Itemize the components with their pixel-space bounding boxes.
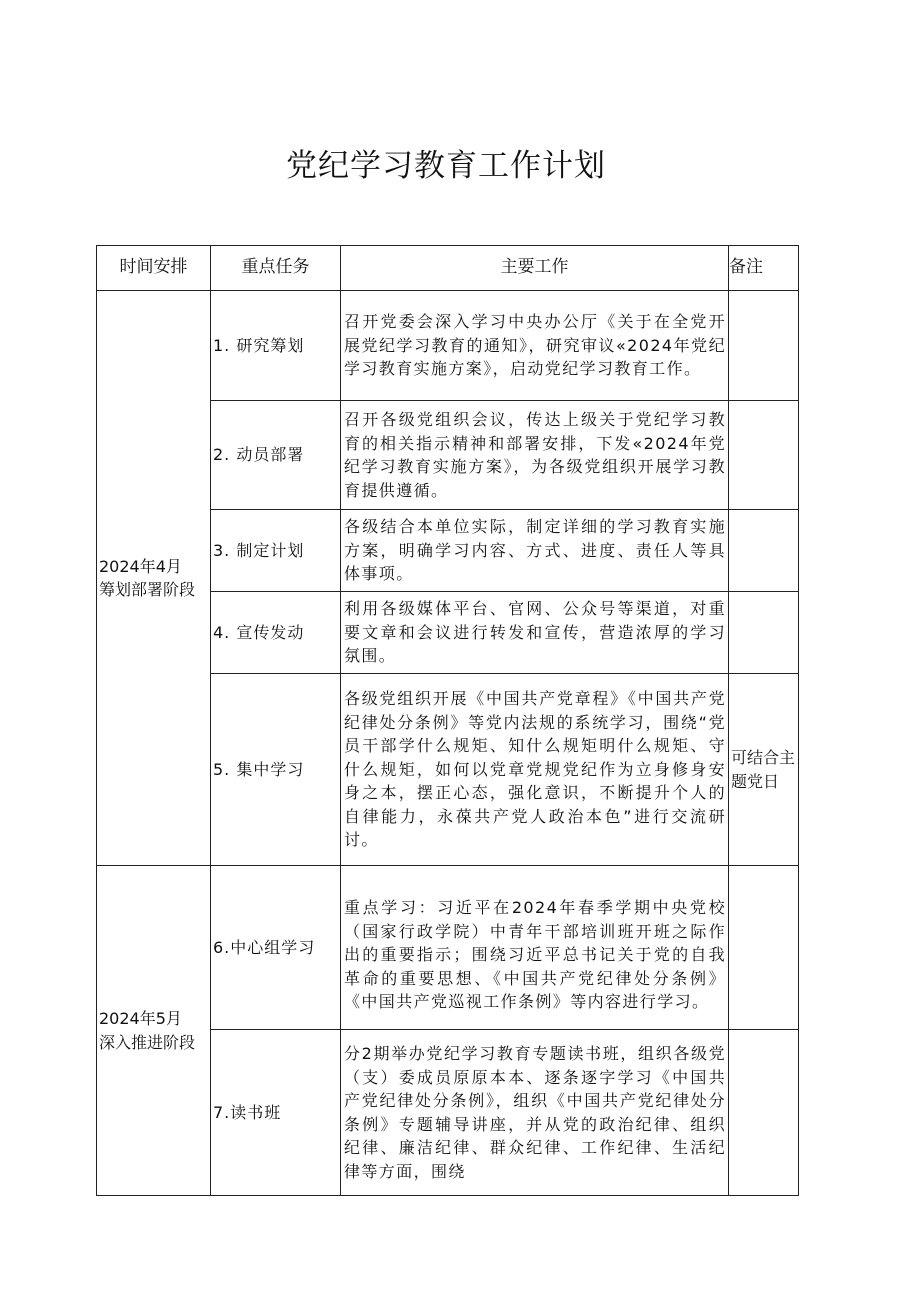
note-cell	[729, 401, 799, 510]
note-cell	[729, 510, 799, 592]
header-time: 时间安排	[97, 246, 211, 291]
stage-1-date: 2024年4月	[99, 556, 182, 576]
document-title: 党纪学习教育工作计划	[286, 148, 606, 184]
work-cell: 各级结合本单位实际，制定详细的学习教育实施方案，明确学习内容、方式、进度、责任人等具体事项。	[341, 510, 729, 592]
work-cell: 重点学习：习近平在2024年春季学期中央党校（国家行政学院）中青年干部培训班开班之际作出的重要指示；围绕习近平总书记关于党的自我革命的重要思想、《中国共产党纪律处分条例》《中国共产党巡视工作条例》等内容进行学习。	[341, 866, 729, 1030]
plan-table	[96, 245, 799, 1196]
note-cell	[729, 291, 799, 401]
task-cell: 5. 集中学习	[211, 674, 341, 866]
stage-2-date: 2024年5月	[99, 1009, 182, 1028]
work-cell: 各级党组织开展《中国共产党章程》《中国共产党纪律处分条例》等党内法规的系统学习，围绕“党员干部学什么规矩、知什么规矩明什么规矩、守什么规矩，如何以党章党规党纪作为立身修身安身之本，摆正心态，强化意识，不断提升个人的自律能力，永葆共产党人政治本色”进行交流研讨。	[341, 674, 729, 866]
note-cell	[729, 866, 799, 1030]
header-row	[97, 246, 799, 291]
task-cell: 1. 研究筹划	[211, 291, 341, 401]
table-row	[97, 866, 799, 1030]
task-cell: 4. 宣传发动	[211, 592, 341, 674]
note-cell: 可结合主题党日	[729, 674, 799, 866]
work-cell: 召开各级党组织会议，传达上级关于党纪学习教育的相关指示精神和部署安排，下发«2024年党纪学习教育实施方案》，为各级党组织开展学习教育提供遵循。	[341, 401, 729, 510]
task-cell: 7.读书班	[211, 1030, 341, 1196]
header-main-work: 主要工作	[341, 246, 729, 291]
task-cell: 6.中心组学习	[211, 866, 341, 1030]
work-cell: 召开党委会深入学习中央办公厅《关于在全党开展党纪学习教育的通知》，研究审议«2024年党纪学习教育实施方案》，启动党纪学习教育工作。	[341, 291, 729, 401]
task-cell: 3. 制定计划	[211, 510, 341, 592]
header-note: 备注	[729, 246, 799, 291]
stage-cell-2	[97, 866, 211, 1196]
header-task: 重点任务	[211, 246, 341, 291]
stage-2-name: 深入推进阶段	[99, 1032, 196, 1052]
task-cell: 2. 动员部署	[211, 401, 341, 510]
stage-cell-1	[97, 291, 211, 866]
table-row	[97, 291, 799, 401]
work-cell: 分2期举办党纪学习教育专题读书班，组织各级党（支）委成员原原本本、逐条逐字学习《中国共产党纪律处分条例》，组织《中国共产党纪律处分条例》专题辅导讲座，并从党的政治纪律、组织纪律、廉洁纪律、群众纪律、工作纪律、生活纪律等方面，围绕	[341, 1030, 729, 1196]
work-cell: 利用各级媒体平台、官网、公众号等渠道，对重要文章和会议进行转发和宣传，营造浓厚的学习氛围。	[341, 592, 729, 674]
stage-1-name: 筹划部署阶段	[99, 580, 196, 599]
note-cell	[729, 1030, 799, 1196]
note-cell	[729, 592, 799, 674]
